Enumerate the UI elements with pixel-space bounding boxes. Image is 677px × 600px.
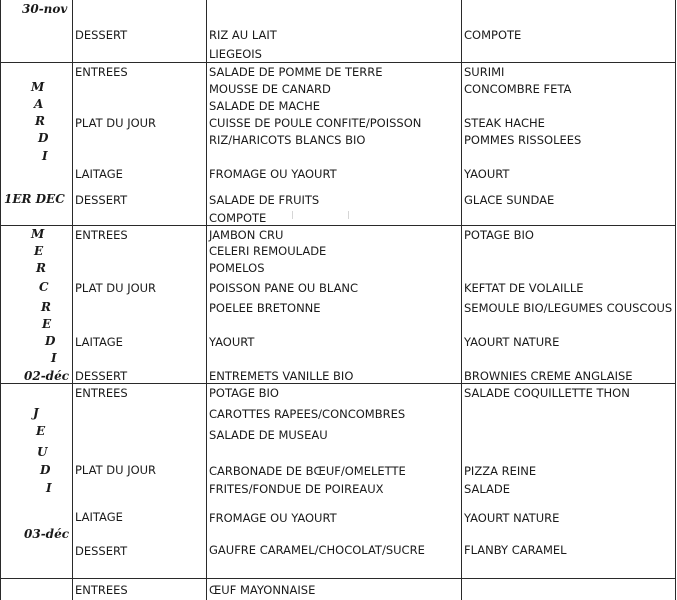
menu-item: POELEE BRETONNE [209, 301, 321, 315]
menu-item: RIZ AU LAIT [209, 28, 277, 42]
menu-item: GAUFRE CARAMEL/CHOCOLAT/SUCRE [209, 543, 425, 557]
menu-item: POISSON PANE OU BLANC [209, 281, 359, 295]
menu-item: LIEGEOIS [209, 47, 262, 61]
grid-line [461, 0, 462, 600]
day-date-dec03: 03-déc [24, 527, 70, 541]
menu-item-alt: FLANBY CARAMEL [464, 543, 567, 557]
category-plat-du-jour: PLAT DU JOUR [75, 281, 157, 295]
category-plat-du-jour: PLAT DU JOUR [75, 116, 157, 130]
menu-item: RIZ/HARICOTS BLANCS BIO [209, 133, 366, 147]
menu-item-alt: PIZZA REINE [464, 464, 537, 478]
menu-item: CELERI REMOULADE [209, 244, 327, 258]
menu-item-alt: GLACE SUNDAE [464, 193, 555, 207]
day-letter: M [31, 227, 45, 241]
day-letter: C [39, 280, 49, 294]
menu-item: FROMAGE OU YAOURT [209, 511, 337, 525]
day-date-nov30: 30-nov [22, 2, 68, 16]
menu-item-alt: POTAGE BIO [464, 228, 534, 242]
menu-item-alt: YAOURT NATURE [464, 511, 560, 525]
menu-item: POTAGE BIO [209, 386, 279, 400]
grid-line [72, 0, 73, 600]
menu-item-alt: KEFTAT DE VOLAILLE [464, 281, 584, 295]
cell-tick [292, 211, 293, 219]
day-letter: E [36, 424, 46, 438]
day-letter: E [42, 317, 52, 331]
row-separator [0, 62, 676, 63]
menu-item: MOUSSE DE CANARD [209, 82, 331, 96]
day-letter: M [31, 80, 45, 94]
row-separator [0, 225, 676, 226]
menu-item: ŒUF MAYONNAISE [209, 583, 316, 597]
category-dessert: DESSERT [75, 193, 128, 207]
day-letter: D [40, 463, 51, 477]
menu-item-alt: YAOURT [464, 167, 510, 181]
category-entrees: ENTREES [75, 228, 128, 242]
category-plat-du-jour: PLAT DU JOUR [75, 463, 157, 477]
category-entrees: ENTREES [75, 65, 128, 79]
menu-item: COMPOTE [209, 211, 267, 225]
day-letter: A [34, 97, 44, 111]
menu-item: SALADE DE MACHE [209, 99, 321, 113]
menu-item-alt: COMPOTE [464, 28, 522, 42]
grid-line [675, 0, 676, 600]
category-dessert: DESSERT [75, 28, 128, 42]
day-letter: J [33, 406, 39, 420]
day-letter: U [37, 445, 48, 459]
day-date-dec01: 1ER DEC [4, 192, 65, 206]
category-dessert: DESSERT [75, 544, 128, 558]
day-letter: I [42, 149, 48, 163]
menu-item-alt: CONCOMBRE FETA [464, 82, 572, 96]
menu-item-alt: SALADE [464, 482, 511, 496]
menu-item: FRITES/FONDUE DE POIREAUX [209, 482, 384, 496]
category-entrees: ENTREES [75, 386, 128, 400]
day-letter: R [35, 114, 45, 128]
grid-line [0, 0, 1, 600]
menu-item: FROMAGE OU YAOURT [209, 167, 337, 181]
category-entrees: ENTREES [75, 583, 128, 597]
menu-item-alt: BROWNIES CREME ANGLAISE [464, 369, 633, 383]
row-separator [0, 383, 676, 384]
menu-item: SALADE DE MUSEAU [209, 428, 328, 442]
menu-item-alt: SALADE COQUILLETTE THON [464, 386, 630, 400]
category-dessert: DESSERT [75, 369, 128, 383]
menu-item: CAROTTES RAPEES/CONCOMBRES [209, 407, 406, 421]
day-letter: R [36, 261, 46, 275]
menu-item-alt: STEAK HACHE [464, 116, 545, 130]
day-letter: D [38, 131, 49, 145]
category-laitage: LAITAGE [75, 335, 123, 349]
menu-item-alt: YAOURT NATURE [464, 335, 560, 349]
menu-item: ENTREMETS VANILLE BIO [209, 369, 354, 383]
menu-item: SALADE DE FRUITS [209, 193, 320, 207]
menu-item: SALADE DE POMME DE TERRE [209, 65, 383, 79]
day-letter: D [45, 334, 56, 348]
day-letter: I [51, 351, 57, 365]
day-letter: I [46, 481, 52, 495]
menu-item: CUISSE DE POULE CONFITE/POISSON [209, 116, 422, 130]
menu-item: JAMBON CRU [209, 228, 284, 242]
cell-tick [348, 211, 349, 219]
day-date-dec02: 02-déc [24, 369, 70, 383]
day-letter: E [34, 244, 44, 258]
menu-item: YAOURT [209, 335, 255, 349]
menu-item-alt: SURIMI [464, 65, 505, 79]
category-laitage: LAITAGE [75, 510, 123, 524]
day-letter: R [41, 300, 51, 314]
grid-line [206, 0, 207, 600]
menu-item: CARBONADE DE BŒUF/OMELETTE [209, 464, 406, 478]
menu-item-alt: SEMOULE BIO/LEGUMES COUSCOUS [464, 301, 673, 315]
menu-item: POMELOS [209, 261, 265, 275]
category-laitage: LAITAGE [75, 167, 123, 181]
menu-item-alt: POMMES RISSOLEES [464, 133, 582, 147]
row-separator [0, 578, 676, 579]
